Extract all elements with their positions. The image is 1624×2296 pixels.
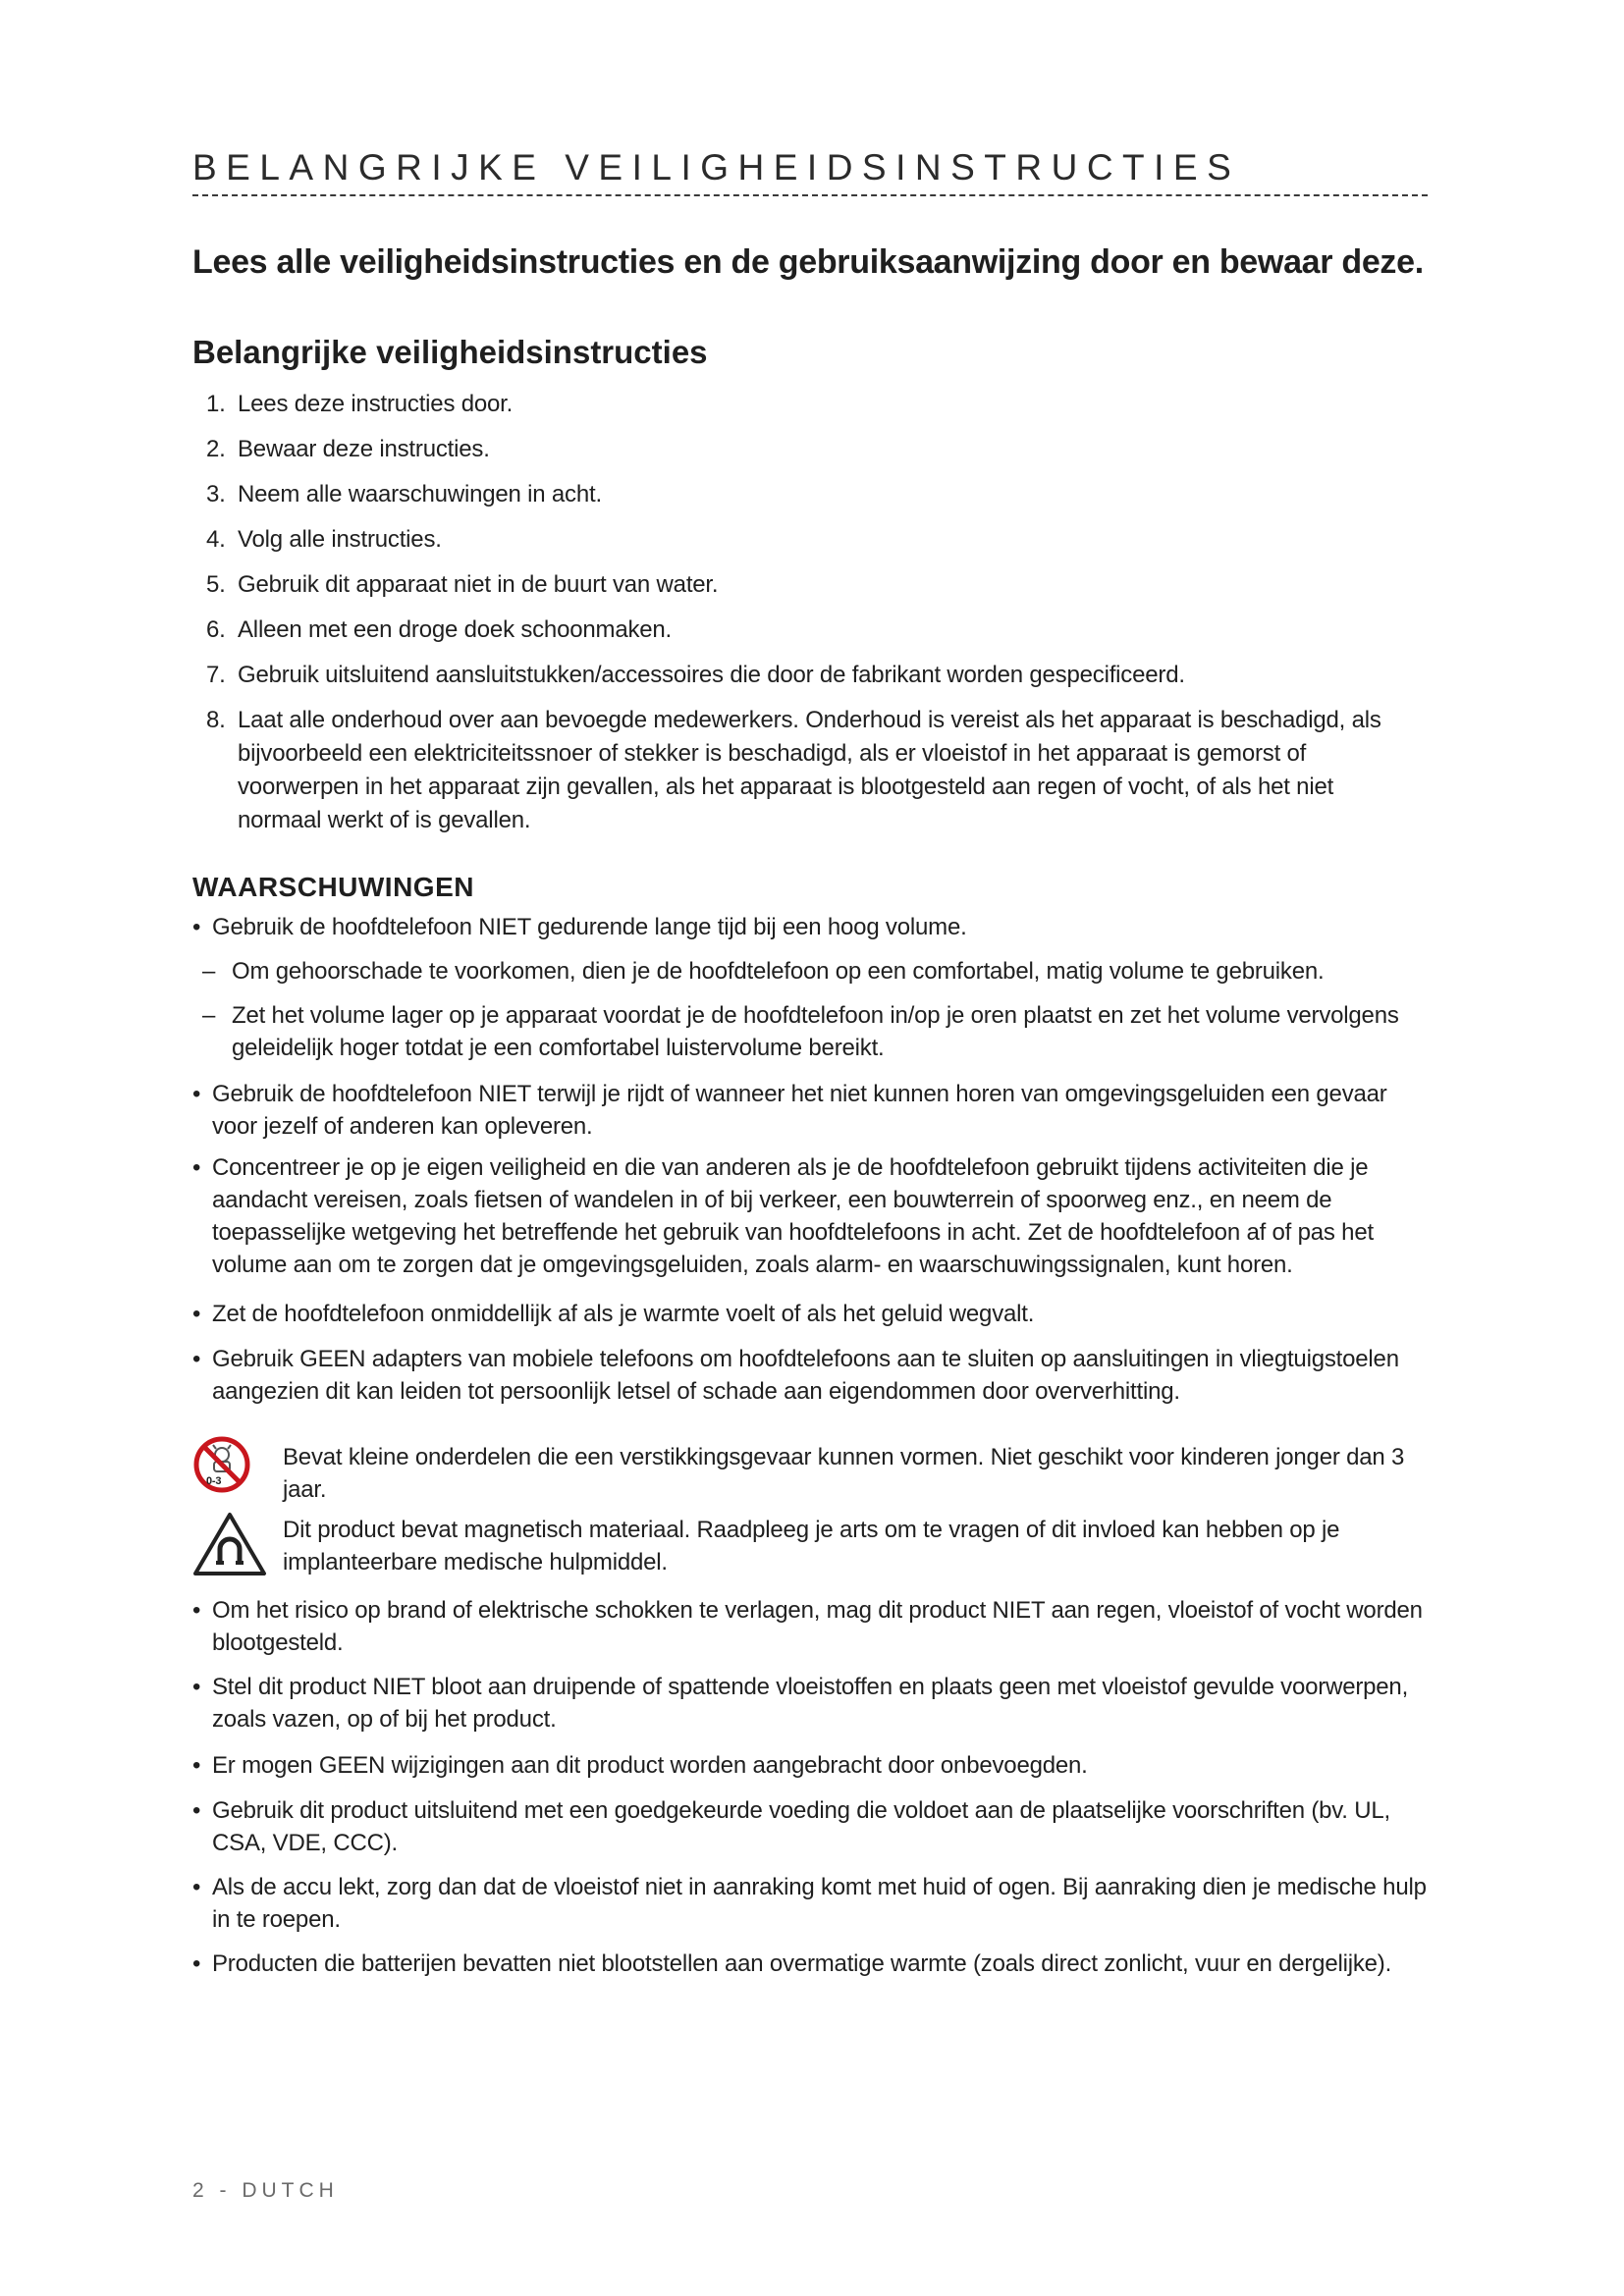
warning-volume: • Gebruik de hoofdtelefoon NIET gedurende lange tijd bij een hoog volume. – Om gehoorschade te voorkomen, dien je de hoofdtelefoon op een comfortabel, matig volume te gebruiken. – Zet het volume lager op je apparaat voordat je de hoofdtelefoon in/op je oren plaatst en zet het volume vervolgens geleidelijk hoger totdat je een comfortabel luistervolume bereikt. xyxy=(192,914,1399,1061)
lead-instruction: Lees alle veiligheidsinstructies en de gebruiksaanwijzing door en bewaar deze. xyxy=(192,243,1424,281)
warning-concentration: • Concentreer je op je eigen veiligheid en die van anderen als je de hoofdtelefoon gebruikt tijdens activiteiten die je aandacht vereisen, zoals fietsen of wandelen in of bij verkeer, een bouwterrein of spoorweg enz., en neem de toepasselijke wetgeving het betreffende het gebruik van hoofdtelefoons in acht. Zet de hoofdtelefoon af of pas het volume aan om te zorgen dat je omgevingsgeluiden, zoals alarm- en waarschuwingssignalen, kunt horen. xyxy=(192,1154,1374,1278)
magnet-warning-icon xyxy=(192,1512,283,1585)
instructions-list xyxy=(206,388,1424,849)
instructions-heading: Belangrijke veiligheidsinstructies xyxy=(192,334,708,370)
list-item: 3. Neem alle waarschuwingen in acht. xyxy=(206,481,602,507)
warning-battery-leak: • Als de accu lekt, zorg dan dat de vloeistof niet in aanraking komt met huid of ogen. Bij aanraking dien je medische hulp in te roepen. xyxy=(192,1874,1427,1933)
warning-airplane-adapters: • Gebruik GEEN adapters van mobiele telefoons om hoofdtelefoons aan te sluiten op aansluitingen in vliegtuigstoelen aangezien dit kan leiden tot persoonlijk letsel of schade aan eigendommen door oververhitting. xyxy=(192,1346,1399,1405)
warning-liquids: • Stel dit product NIET bloot aan druipende of spattende vloeistoffen en plaats geen met vloeistof gevulde voorwerpen, zoals vazen, op of bij het product. xyxy=(192,1674,1409,1733)
warning-power-supply: • Gebruik dit product uitsluitend met een goedgekeurde voeding die voldoet aan de plaatselijke voorschriften (bv. UL, CSA, VDE, CCC). xyxy=(192,1797,1390,1856)
warning-battery-heat: • Producten die batterijen bevatten niet blootstellen aan overmatige warmte (zoals direct zonlicht, vuur en dergelijke). xyxy=(192,1950,1392,1977)
choking-hazard-icon xyxy=(192,1435,283,1506)
page-title: BELANGRIJKE VEILIGHEIDSINSTRUCTIES xyxy=(192,147,1241,187)
warning-heat: • Zet de hoofdtelefoon onmiddellijk af als je warmte voelt of als het geluid wegvalt. xyxy=(192,1301,1035,1327)
list-item: 6. Alleen met een droge doek schoonmaken. xyxy=(206,616,673,643)
warnings-heading: WAARSCHUWINGEN xyxy=(192,872,474,902)
list-item: 8. Laat alle onderhoud over aan bevoegde medewerkers. Onderhoud is vereist als het apparaat is beschadigd, als bijvoorbeeld een elektriciteitssnoer of stekker is beschadigd, als er vloeistof in het apparaat is gemorst of voorwerpen in het apparaat zijn gevallen, als het apparaat is blootgesteld aan regen of vocht, of als het niet normaal werkt of is gevallen. xyxy=(206,707,1381,833)
list-item: 7. Gebruik uitsluitend aansluitstukken/accessoires die door de fabrikant worden gespecificeerd. xyxy=(206,662,1185,688)
page-footer: 2 - DUTCH xyxy=(192,2179,339,2202)
svg-text:0-3: 0-3 xyxy=(206,1475,222,1487)
warning-driving: • Gebruik de hoofdtelefoon NIET terwijl je rijdt of wanneer het niet kunnen horen van omgevingsgeluiden een gevaar voor jezelf of anderen kan opleveren. xyxy=(192,1081,1387,1140)
list-item: 1. Lees deze instructies door. xyxy=(206,391,514,417)
choking-hazard-notice: 0-3 Bevat kleine onderdelen die een verstikkingsgevaar kunnen vormen. Niet geschikt voor kinderen jonger dan 3 jaar. xyxy=(192,1435,1435,1506)
dashed-divider xyxy=(192,194,1428,196)
magnet-notice: Dit product bevat magnetisch materiaal. Raadpleeg je arts om te vragen of dit invloed kan hebben op je implanteerbare medische hulpmiddel. xyxy=(192,1512,1435,1585)
warning-rain: • Om het risico op brand of elektrische schokken te verlagen, mag dit product NIET aan regen, vloeistof of vocht worden blootgesteld. xyxy=(192,1597,1423,1656)
list-item: 4. Volg alle instructies. xyxy=(206,526,442,553)
list-item: 5. Gebruik dit apparaat niet in de buurt van water. xyxy=(206,571,719,598)
warning-modifications: • Er mogen GEEN wijzigingen aan dit product worden aangebracht door onbevoegden. xyxy=(192,1752,1088,1779)
list-item: 2. Bewaar deze instructies. xyxy=(206,436,490,462)
